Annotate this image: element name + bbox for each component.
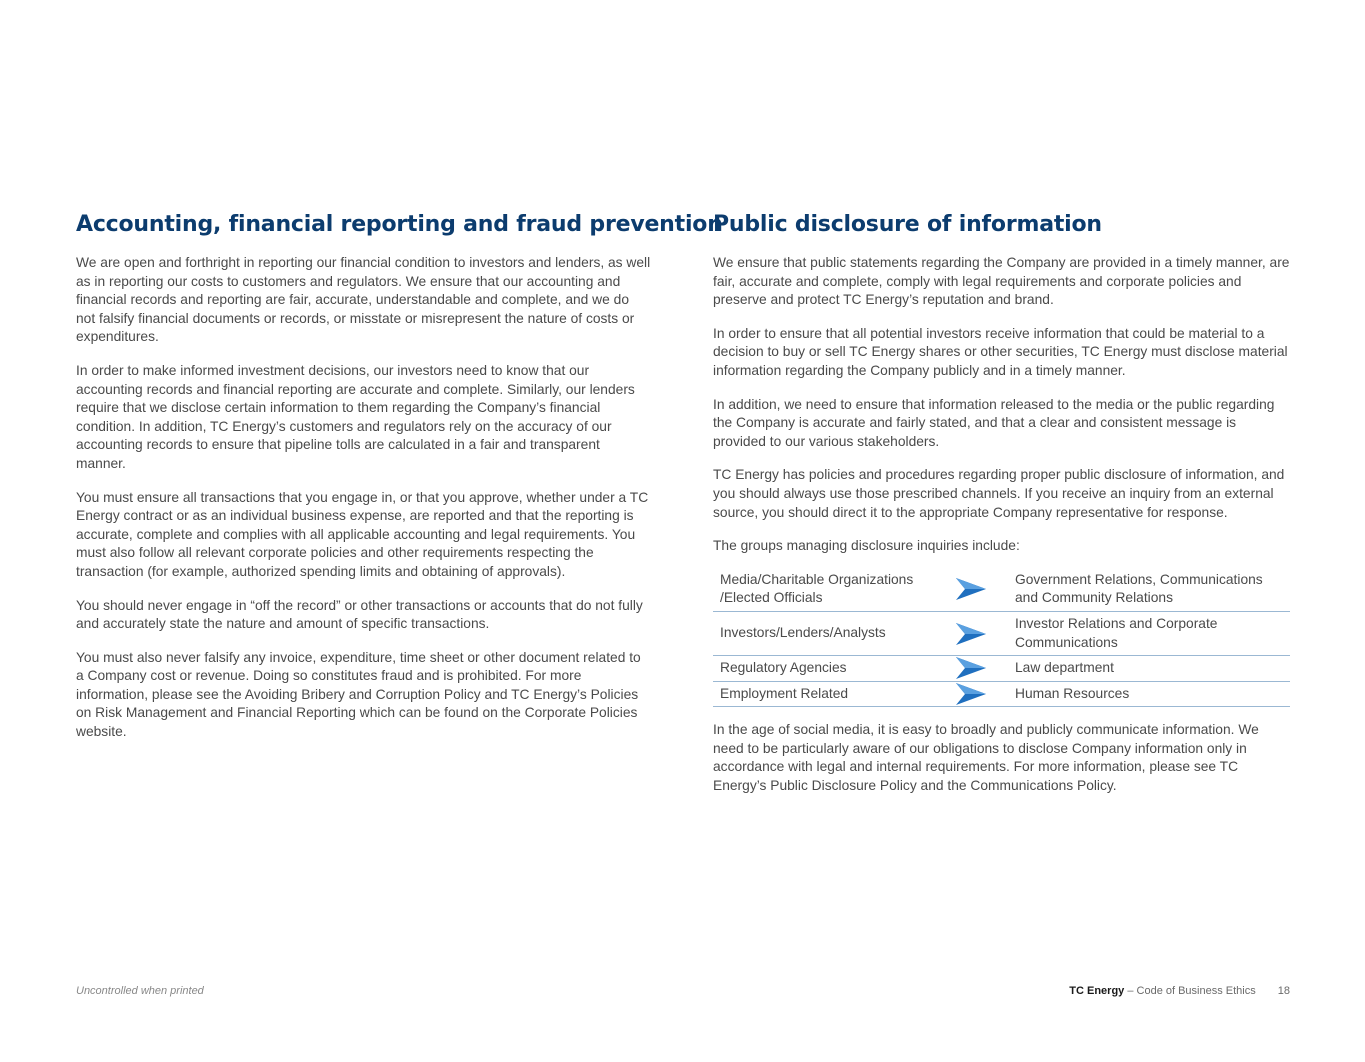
- paragraph: The groups managing disclosure inquiries include:: [713, 538, 1020, 554]
- manager-cell: Human Resources: [1015, 685, 1130, 701]
- right-column: [713, 210, 1291, 811]
- table-row: [713, 656, 1290, 682]
- paragraph: You should never engage in “off the record” or other transactions or accounts that do not fully and accurately state the nature and amount of specific transactions.: [76, 597, 643, 632]
- footer-doc-title: – Code of Business Ethics: [1124, 985, 1256, 997]
- table-row: [713, 681, 1290, 707]
- arrow-right-icon: [931, 622, 1011, 646]
- manager-cell: Government Relations, Communications and Community Relations: [1015, 571, 1263, 606]
- group-cell: Regulatory Agencies: [720, 660, 847, 676]
- section-heading-accounting: Accounting, financial reporting and fraud prevention: [76, 212, 723, 237]
- table-row: [713, 611, 1290, 655]
- disclosure-groups-table: [713, 568, 1290, 708]
- footer-brand: TC Energy: [1069, 985, 1125, 997]
- group-cell: Employment Related: [720, 685, 849, 701]
- paragraph: In order to make informed investment decisions, our investors need to know that our accounting records and financial reporting are accurate and complete. Similarly, our lenders require that we disclose certain information to them regarding the Company’s financial condition. In addition, TC Energy’s customers and regulators rely on the accuracy of our accounting records to ensure that pipeline tolls are calculated in a fair and transparent manner.: [76, 362, 635, 471]
- section-heading-disclosure: Public disclosure of information: [713, 212, 1102, 237]
- manager-cell: Investor Relations and Corporate Communications: [1015, 615, 1218, 650]
- paragraph-closing: In the age of social media, it is easy to broadly and publicly communicate information. We need to be particularly aware of our obligations to disclose Company information only in accordance with legal and internal requirements. For more information, please see TC Energy’s Public Disclosure Policy and the Communications Policy.: [713, 722, 1259, 794]
- footer-doc-info: [1069, 985, 1290, 997]
- arrow-right-icon: [931, 682, 1011, 706]
- table-row: [713, 568, 1290, 612]
- left-column: [76, 210, 723, 757]
- paragraph: In order to ensure that all potential investors receive information that could be material to a decision to buy or sell TC Energy shares or other securities, TC Energy must disclose material information regarding the Company publicly and in a timely manner.: [713, 325, 1288, 378]
- paragraph: You must also never falsify any invoice, expenditure, time sheet or other document related to a Company cost or revenue. Doing so constitutes fraud and is prohibited. For more information, please see the Avoiding Bribery and Corruption Policy and TC Energy’s Policies on Risk Management and Financial Reporting which can be found on the Corporate Policies website.: [76, 649, 641, 740]
- page-number: 18: [1277, 985, 1290, 997]
- arrow-right-icon: [931, 577, 1011, 601]
- paragraph: You must ensure all transactions that you engage in, or that you approve, whether under a TC Energy contract or as an individual business expense, are reported and that the reporting is accurate, complete and complies with all applicable accounting and legal requirements. You must also follow all relevant corporate policies and other requirements respecting the transaction (for example, authorized spending limits and obtaining of approvals).: [76, 489, 649, 579]
- footer-note: Uncontrolled when printed: [76, 985, 204, 997]
- paragraph: We ensure that public statements regarding the Company are provided in a timely manner, are fair, accurate and complete, comply with legal requirements and corporate policies and preserve and protect TC Energy’s reputation and brand.: [713, 255, 1290, 308]
- group-cell: Investors/Lenders/Analysts: [720, 625, 886, 641]
- paragraph: TC Energy has policies and procedures regarding proper public disclosure of information, and you should always use those prescribed channels. If you receive an inquiry from an external source, you should direct it to the appropriate Company representative for response.: [713, 467, 1285, 520]
- paragraph: In addition, we need to ensure that information released to the media or the public regarding the Company is accurate and fairly stated, and that a clear and consistent message is provided to our various stakeholders.: [713, 396, 1275, 449]
- paragraph: We are open and forthright in reporting our financial condition to investors and lenders, as well as in reporting our costs to customers and regulators. We ensure that our accounting and financial records and reporting are fair, accurate, understandable and complete, and we do not falsify financial documents or records, or misstate or misrepresent the nature of costs or expenditures.: [76, 255, 651, 345]
- arrow-right-icon: [931, 656, 1011, 680]
- group-cell: Media/Charitable Organizations /Elected Officials: [720, 571, 914, 606]
- manager-cell: Law department: [1015, 660, 1114, 676]
